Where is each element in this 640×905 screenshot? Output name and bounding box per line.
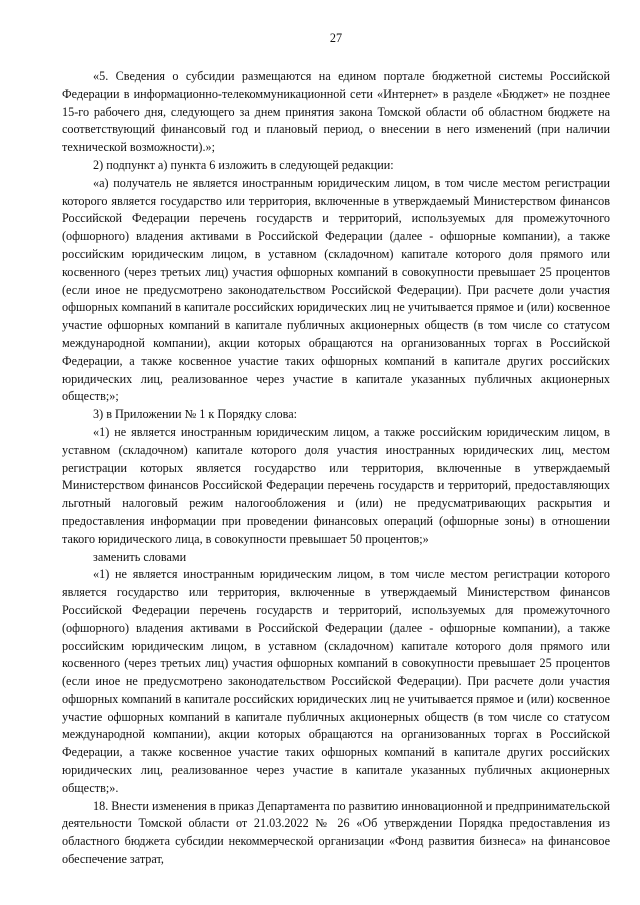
paragraph-amendment-2: 2) подпункт а) пункта 6 изложить в следующей редакции: (93, 157, 394, 172)
paragraph-item-18: 18. Внести изменения в приказ Департамента по развитию инновационной и предпринимательской деятельности Томской области от 21.03.2022 № 26 «Об утверждении Порядка предоставления из областного бюджета субсидии некоммерческой организации «Фонд развития бизнеса» на финансовое обеспечение затрат, (62, 798, 611, 867)
paragraph-amendment-3: 3) в Приложении № 1 к Порядку слова: (93, 407, 298, 422)
paragraph-subclause-a: «а) получатель не является иностранным юридическим лицом, в том числе местом регистрации которого является государство или территория, включенные в утверждаемый Министерством финансов Российской Федерации перечень государств и территорий, используемых для промежуточного (офшорного) владения активами в Российской Федерации (далее - офшорные компании), а также российским юридическим лицом, в уставном (складочном) капитале которого доля прямого или косвенного (через третьих лиц) участия офшорных компаний в совокупности превышает 25 процентов (если иное не предусмотрено законодательством Российской Федерации). При расчете доли участия офшорных компаний в капитале российских юридических лиц не учитывается прямое и (или) косвенное участие офшорных компаний в капитале публичных акционерных обществ (в том числе со статусом международной компании), акции которых обращаются на организованных торгах в Российской Федерации, а также косвенное участие таких офшорных компаний в капитале других российских юридических лиц, реализованное через участие в капитале указанных публичных акционерных обществ;»; (62, 175, 610, 404)
paragraph-new-wording: «1) не является иностранным юридическим лицом, в том числе местом регистрации которого является государство или территория, включенные в утверждаемый Министерством финансов Российской Федерации перечень государств и территорий, используемых для промежуточного (офшорного) владения активами в Российской Федерации (далее - офшорные компании), а также российским юридическим лицом, в уставном (складочном) капитале которого доля прямого или косвенного (через третьих лиц) участия офшорных компаний в совокупности превышает 25 процентов (если иное не предусмотрено законодательством Российской Федерации). При расчете доли участия офшорных компаний в капитале российских юридических лиц не учитывается прямое и (или) косвенное участие офшорных компаний в капитале публичных акционерных обществ (в том числе со статусом международной компании), акции которых обращаются на организованных торгах в Российской Федерации, а также косвенное участие таких офшорных компаний в капитале других российских юридических лиц, реализованное через участие в капитале указанных публичных акционерных обществ;». (62, 567, 610, 795)
page-number: 27 (329, 31, 343, 45)
paragraph-clause-5-subsidy-info: «5. Сведения о субсидии размещаются на едином портале бюджетной системы Российской Федерации в информационно-телекоммуникационной сети «Интернет» в разделе «Бюджет» не позднее 15-го рабочего дня, следующего за днем принятия закона Томской области об областном бюджете на соответствующий финансовый год и плановый период, о внесении в него изменений (при наличии технической возможности).»; (62, 69, 610, 155)
document-body (62, 68, 610, 869)
paragraph-replace-with: заменить словами (93, 549, 187, 564)
document-page (62, 0, 610, 905)
paragraph-old-wording: «1) не является иностранным юридическим лицом, а также российским юридическим лицом, в уставном (складочном) капитале которого доля участия иностранных юридических лиц, местом регистрации которых является государство или территория, включенные в утверждаемый Министерством финансов Российской Федерации перечень государств и территорий, предоставляющих льготный налоговый режим налогообложения и (или) не предусматривающих раскрытия и предоставления информации при проведении финансовых операций (офшорные зоны) в отношении такого юридического лица, в совокупности превышает 50 процентов;» (62, 424, 610, 546)
